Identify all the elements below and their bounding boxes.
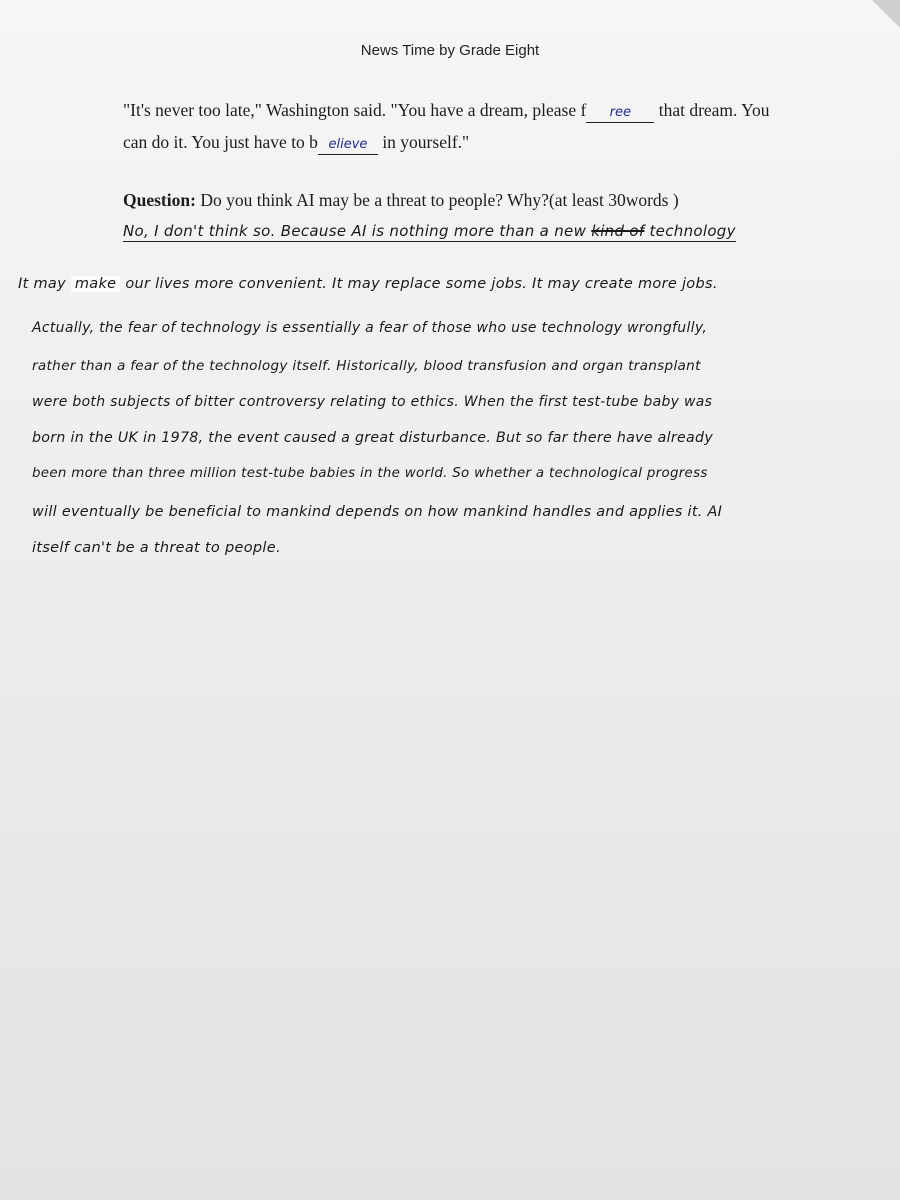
answer-line-5: were both subjects of bitter controversy relating to ethics. When the first test-tube baby was [32,394,713,410]
question [123,184,883,216]
answer-line-3: Actually, the fear of technology is essentially a fear of those who use technology wrongfully, [32,320,708,336]
answer-text: No, I don't think so. Because AI is nothing more than a new [123,222,592,240]
quote-text: that dream. You [654,100,770,120]
answer-line-2 [18,276,718,292]
quote-line-1 [123,94,883,126]
answer-line-1 [123,222,736,242]
answer-line-4: rather than a fear of the technology itself. Historically, blood transfusion and organ transplant [32,358,701,374]
quote-text: "It's never too late," Washington said. "You have a dream, please f [123,100,587,120]
page-corner-fold [872,0,900,28]
crossed-out-text: kind of [591,222,645,240]
answer-line-6: born in the UK in 1978, the event caused a great disturbance. But so far there have already [32,430,714,446]
quote-text: can do it. You just have to b [123,132,318,152]
question-text: Do you think AI may be a threat to people? Why?(at least 30words ) [195,190,679,210]
question-label: Question: [123,190,196,210]
page-header: News Time by Grade Eight [360,42,540,59]
answer-text: It may [18,276,71,292]
fill-blank-free: ree [586,104,654,123]
answer-line-9: itself can't be a threat to people. [32,540,281,556]
quote-line-2 [123,126,883,158]
answer-text: our lives more convenient. It may replace some jobs. It may create more jobs. [120,276,718,292]
answer-text: technology [644,222,736,240]
quote-text: in yourself." [377,132,470,152]
answer-line-7: been more than three million test-tube babies in the world. So whether a technological progress [32,466,708,481]
fill-blank-believe: elieve [318,136,378,155]
correction-patch: make [71,276,121,292]
answer-line-8: will eventually be beneficial to mankind depends on how mankind handles and applies it. AI [32,504,723,520]
